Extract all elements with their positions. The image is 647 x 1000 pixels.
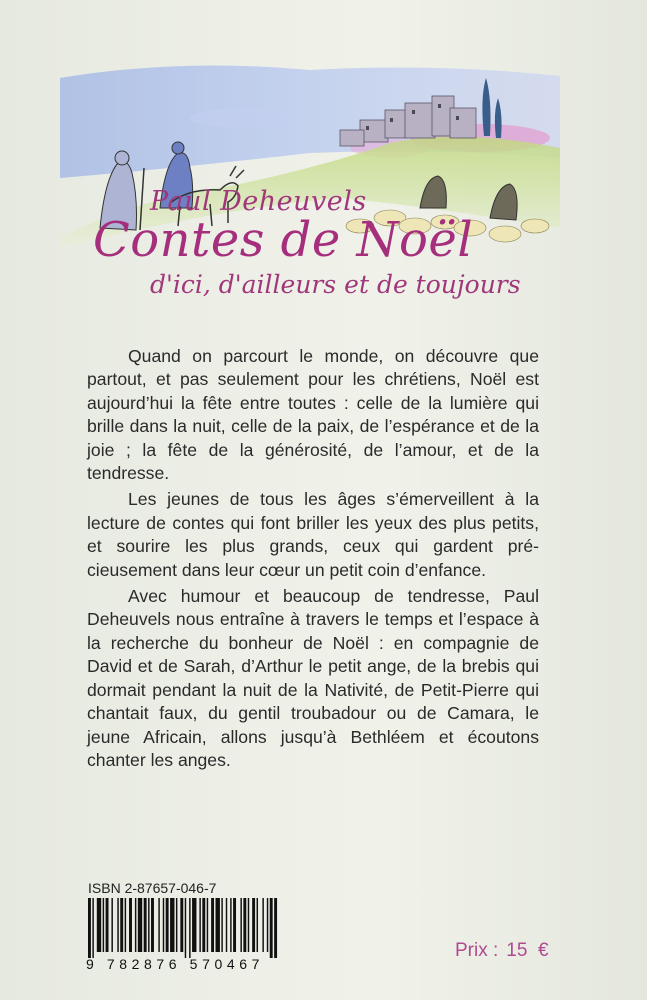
barcode-bar [226, 898, 227, 952]
barcode-bar [111, 898, 112, 952]
book-title: Contes de Noël [93, 212, 474, 268]
barcode-bar [199, 898, 200, 952]
barcode-bar [92, 898, 93, 958]
barcode-bar [240, 898, 241, 952]
barcode-bar [189, 898, 190, 958]
barcode-bar [103, 898, 104, 952]
book-subtitle: d'ici, d'ailleurs et de toujours [150, 270, 521, 299]
back-cover-blurb [87, 345, 539, 775]
barcode-bar [180, 898, 183, 952]
barcode-bar [185, 898, 186, 958]
barcode-bar [248, 898, 249, 952]
barcode [88, 898, 280, 958]
barcode-digits: 9 782876 570467 [86, 956, 264, 972]
barcode-bar [125, 898, 126, 952]
barcode-bar [148, 898, 149, 952]
barcode-bar [257, 898, 258, 952]
price-currency: € [537, 940, 549, 961]
price-label: Prix : [455, 940, 499, 961]
barcode-bar [211, 898, 214, 952]
barcode-bar [192, 898, 196, 952]
barcode-bar [117, 898, 118, 952]
barcode-bar [135, 898, 136, 952]
barcode-bar [233, 898, 236, 952]
barcode-bar [170, 898, 174, 952]
isbn-number: ISBN 2-87657-046-7 [88, 880, 217, 896]
barcode-bar [216, 898, 220, 952]
barcode-bar [158, 898, 159, 952]
barcode-bar [176, 898, 177, 952]
barcode-bar [274, 898, 277, 958]
barcode-bar [221, 898, 222, 952]
barcode-bar [97, 898, 101, 952]
barcode-bar [166, 898, 169, 952]
barcode-bar [144, 898, 147, 952]
barcode-bar [207, 898, 208, 952]
barcode-bar [151, 898, 154, 952]
barcode-bar [230, 898, 231, 952]
barcode-bar [262, 898, 263, 952]
price-amount: 15 [506, 940, 528, 961]
blurb-paragraph: Les jeunes de tous les âges s’émerveillent à la lecture de contes qui font briller les yeux des plus petits, et sourire les plus grands, ceux qui gardent pré-cieusement dans leur cœur un petit coin d’enfance. [87, 489, 539, 580]
barcode-bar [243, 898, 246, 952]
barcode-bar [120, 898, 123, 952]
barcode-bar [106, 898, 109, 952]
barcode-bar [129, 898, 132, 952]
blurb-paragraph: Quand on parcourt le monde, on découvre que partout, et pas seulement pour les chrétiens, Noël est aujourd’hui la fête entre toutes : celle de la lumière qui brille dans la nuit, celle de la paix, de l’espérance et de la joie ; la fête de la générosité, de l’amour, et de la tendresse. [87, 346, 539, 484]
barcode-bar [252, 898, 255, 952]
barcode-bar [138, 898, 142, 952]
blurb-paragraph: Avec humour et beaucoup de tendresse, Paul Deheuvels nous entraîne à travers le temps et l’espace à la recherche du bonheur de Noël : en compagnie de David et de Sarah, d’Arthur le petit ange, de la brebis qui dormait pendant la nuit de la Nativité, de Petit-Pierre qui chantait faux, du gentil troubadour ou de Camara, le jeune Africain, allons jusqu’à Bethléem et écoutons chanter les anges. [87, 586, 539, 770]
barcode-bar [163, 898, 164, 952]
barcode-bar [267, 898, 268, 952]
barcode-bar [202, 898, 205, 952]
author-name: Paul Deheuvels [150, 186, 367, 217]
barcode-bar [88, 898, 91, 958]
price [455, 940, 549, 962]
barcode-bar [270, 898, 273, 958]
